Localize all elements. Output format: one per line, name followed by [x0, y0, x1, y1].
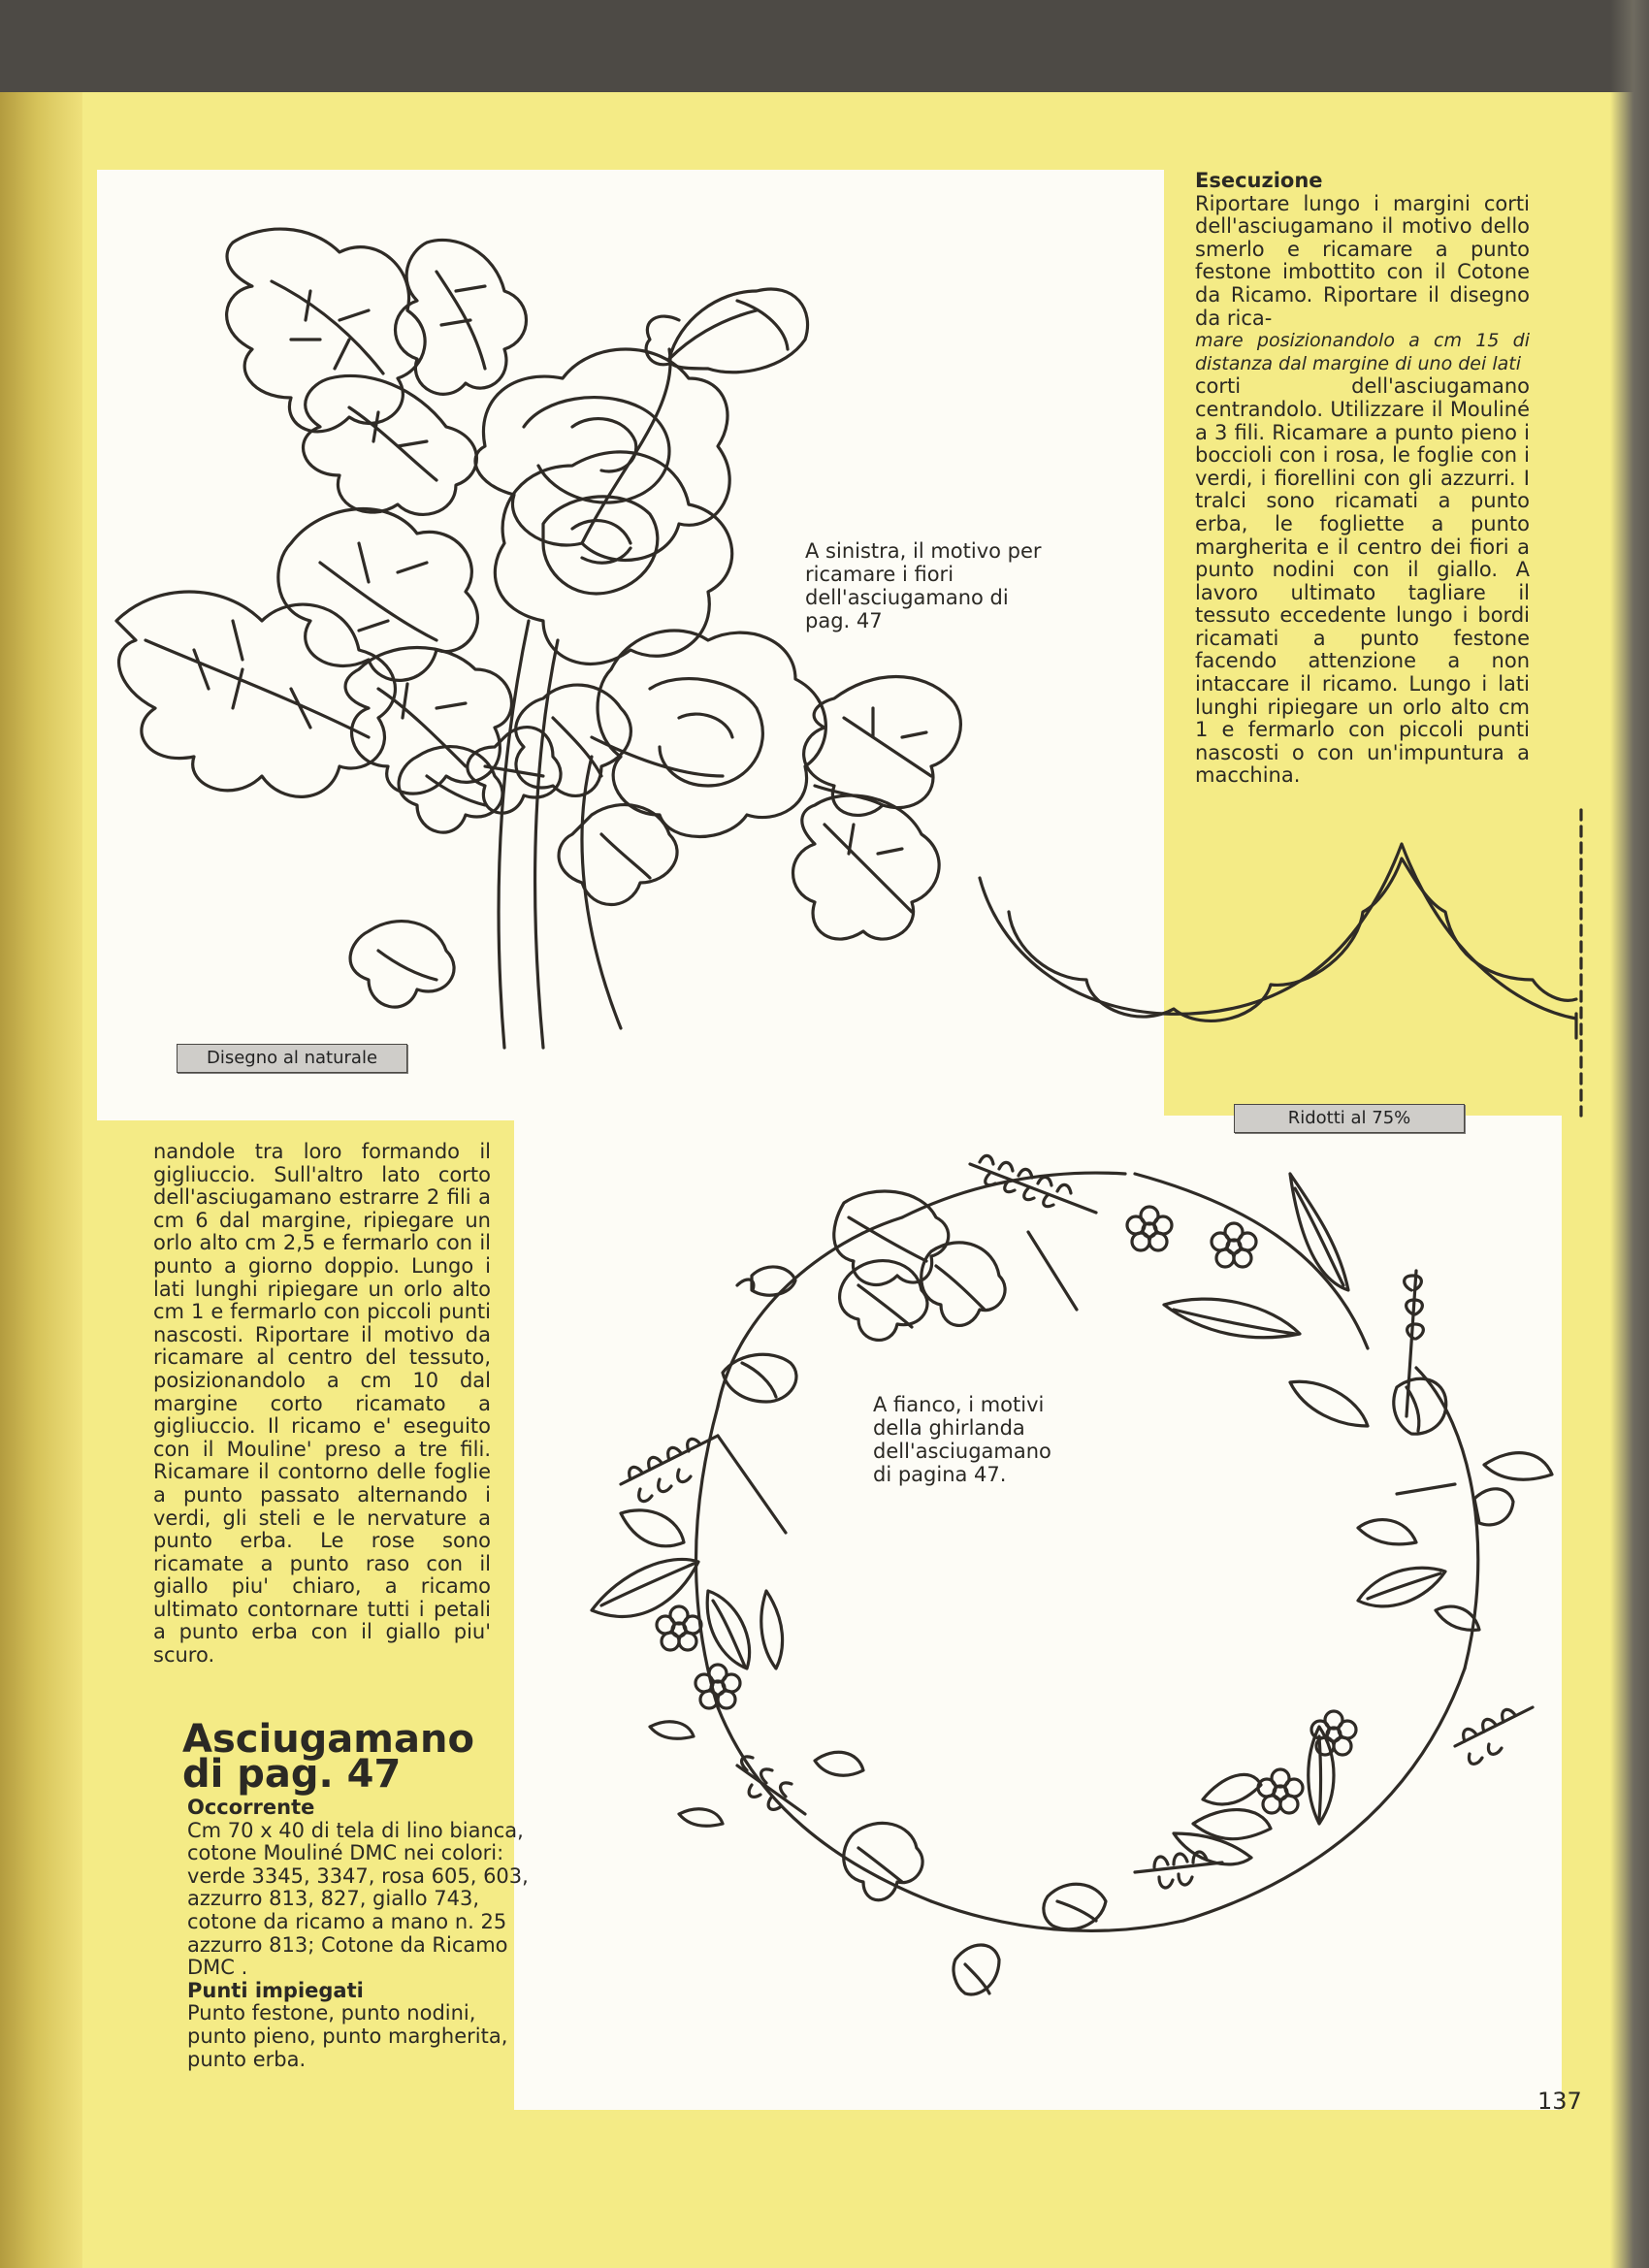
natural-size-label: Disegno al naturale [177, 1044, 407, 1073]
execution-instructions [1195, 170, 1530, 788]
needed-heading: Occorrente [187, 1796, 315, 1819]
execution-text-part1: Riportare lungo i margini corti dell'asciugamano il motivo dello smerlo e ricamare a punto festone imbottito con il Cotone da Ricamo. Riportare il disegno da rica- [1195, 191, 1530, 330]
towel-title [182, 1717, 532, 1797]
towel-title-line1: Asciugamano [182, 1717, 474, 1762]
execution-text-part2: mare posizionandolo a cm 15 di distanza dal margine di uno dei lati [1195, 330, 1530, 374]
materials-section [187, 1797, 536, 2071]
reduced-size-label: Ridotti al 75% [1234, 1104, 1465, 1133]
rose-motif-drawing [116, 229, 960, 1048]
page-number: 137 [1537, 2088, 1582, 2115]
continuation-text: nandole tra loro formando il gigliuccio. Sull'altro lato corto dell'asciugamano estrarre 2 fili a cm 6 dal margine, ripiegare un orlo alto cm 2,5 e fermarlo con il punto a giorno doppio. Lungo i lati lunghi ripiegare un orlo alto cm 1 e fermarlo con piccoli punti nascosti. Riportare il motivo da ricamare al centro del tessuto, posizionandolo a cm 10 dal margine corto ricamato a gigliuccio. Il ricamo e' eseguito con il Mouline' preso a tre fili. Ricamare il contorno delle foglie a punto passato alternando i verdi, gli steli e le nervature a punto erba. Le rose sono ricamate a punto raso con il giallo piu' chiaro, a ricamo ultimato contornare tutti i petali a punto erba con il giallo piu' scuro. [153, 1140, 491, 1668]
stitches-text: Punto festone, punto nodini, punto pieno, punto margherita, punto erba. [187, 2001, 508, 2071]
wreath-motif-drawing [592, 1155, 1552, 1994]
needed-text: Cm 70 x 40 di tela di lino bianca, cotone Mouliné DMC nei colori: verde 3345, 3347, rosa 605, 603, azzurro 813, 827, giallo 743, cotone da ricamo a mano n. 25 azzurro 813; Cotone da Ricamo DMC . [187, 1818, 529, 1980]
wreath-motif-caption: A fianco, i motivi della ghirlanda dell'asciugamano di pagina 47. [873, 1393, 1051, 1486]
execution-text-part3: corti dell'asciugamano centrandolo. Utilizzare il Mouliné a 3 fili. Ricamare a punto pieno i boccioli con i rosa, le foglie con i verdi, i fiorellini con gli azzurri. I tralci sono ricamati a punto erba, le fogliette a punto margherita e il centro dei fiori a punto nodini con il giallo. A lavoro ultimato tagliare il tessuto eccedente lungo i bordi ricamati a punto festone facendo attenzione a non intaccare il ricamo. Lungo i lati lunghi ripiegare un orlo alto cm 1 e fermarlo con piccoli punti nascosti o con un'impuntura a macchina. [1195, 374, 1530, 788]
stitches-heading: Punti impiegati [187, 1978, 364, 2002]
towel-title-line2: di pag. 47 [182, 1752, 402, 1797]
wreath-flowers [657, 1207, 1356, 1813]
left-motif-caption: A sinistra, il motivo per ricamare i fiori dell'asciugamano di pag. 47 [805, 539, 1042, 632]
scallop-border-drawing [980, 844, 1576, 1038]
execution-heading: Esecuzione [1195, 169, 1323, 192]
